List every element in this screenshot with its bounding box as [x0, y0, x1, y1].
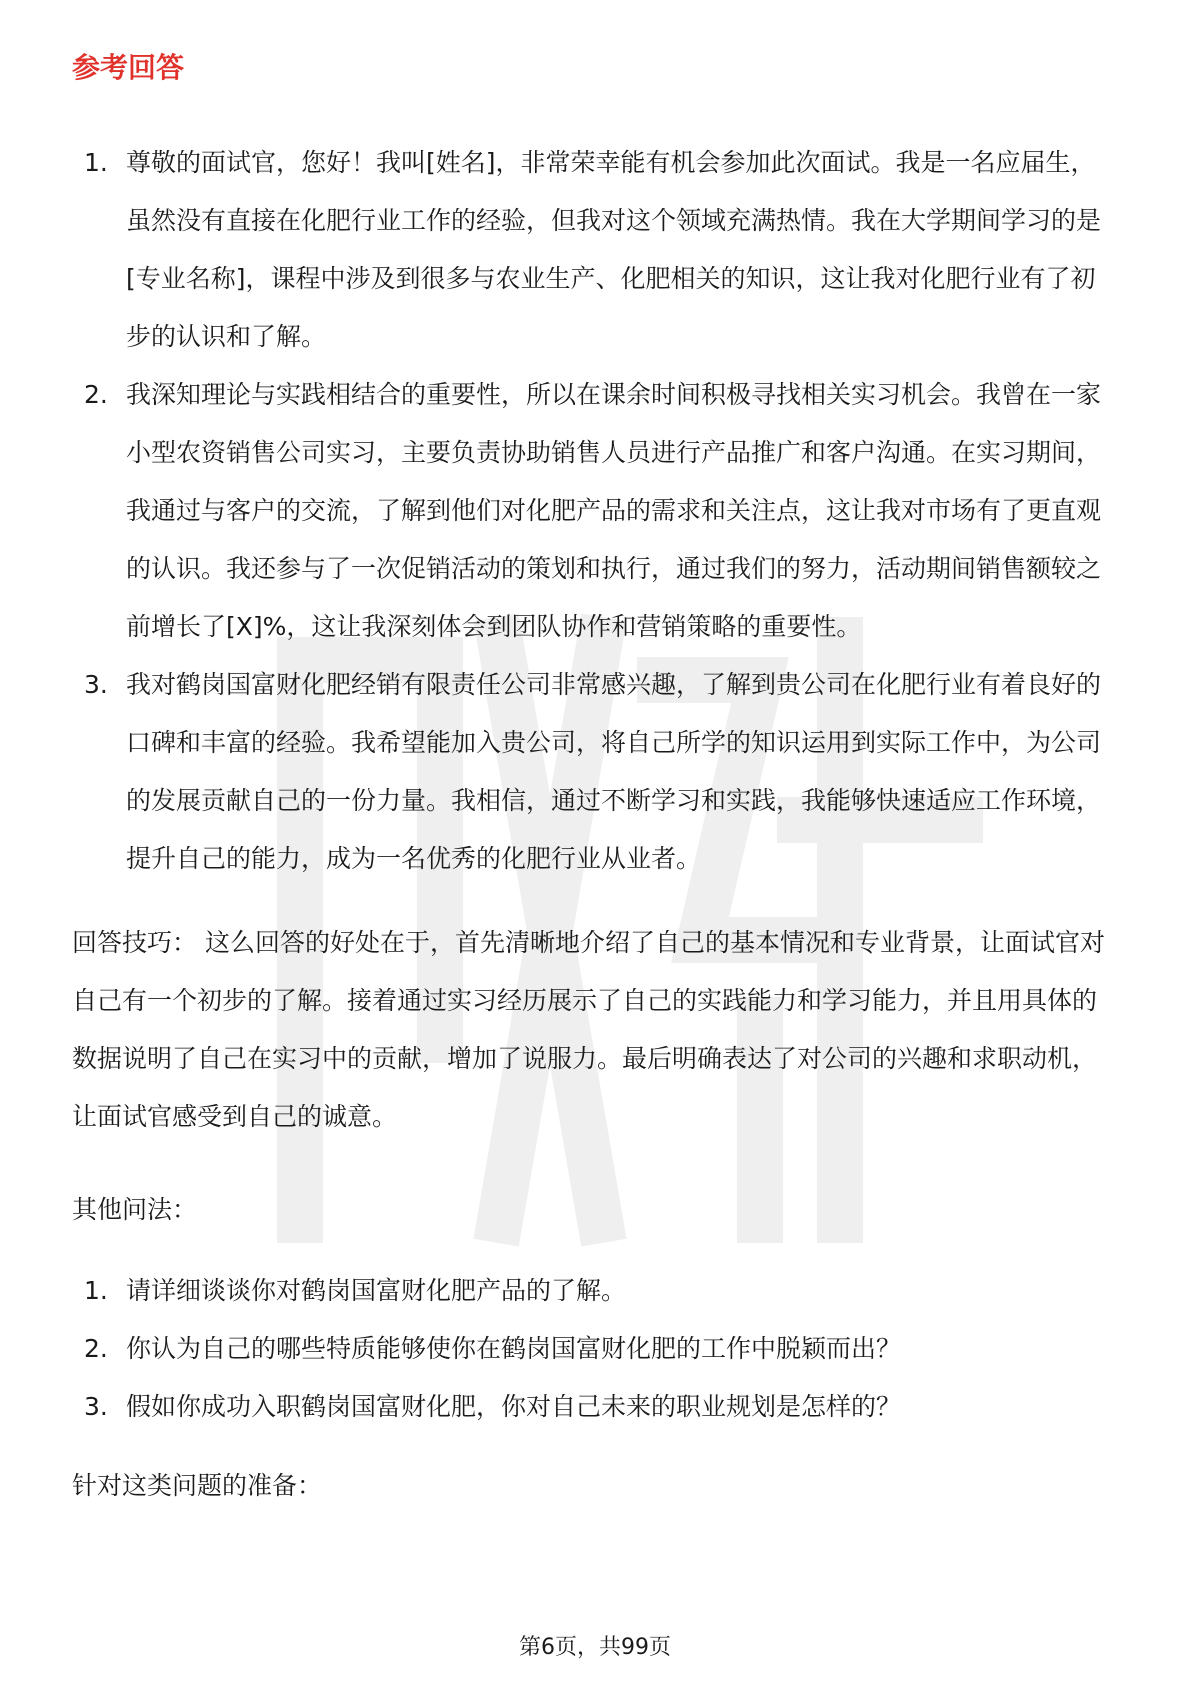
- answer-tips-paragraph: 回答技巧： 这么回答的好处在于，首先清晰地介绍了自己的基本情况和专业背景，让面试官对自己有一个初步的了解。接着通过实习经历展示了自己的实践能力和学习能力，并且用具体的数据说明了自己在实习中的贡献，增加了说服力。最后明确表达了对公司的兴趣和求职动机，让面试官感受到自己的诚意。: [72, 928, 1105, 1131]
- list-item-text: 请详细谈谈你对鹤岗国富财化肥产品的了解。: [126, 1276, 627, 1305]
- list-number: 1.: [84, 148, 108, 177]
- list-item: [72, 134, 1118, 366]
- page-footer: 第6页，共99页: [519, 1635, 671, 1660]
- list-item-text: 尊敬的面试官，您好！我叫[姓名]，非常荣幸能有机会参加此次面试。我是一名应届生，虽然没有直接在化肥行业工作的经验，但我对这个领域充满热情。我在大学期间学习的是[专业名称]，课程中涉及到很多与农业生产、化肥相关的知识，这让我对化肥行业有了初步的认识和了解。: [126, 148, 1102, 351]
- list-item-text: 我对鹤岗国富财化肥经销有限责任公司非常感兴趣，了解到贵公司在化肥行业有着良好的口碑和丰富的经验。我希望能加入贵公司，将自己所学的知识运用到实际工作中，为公司的发展贡献自己的一份力量。我相信，通过不断学习和实践，我能够快速适应工作环境，提升自己的能力，成为一名优秀的化肥行业从业者。: [126, 670, 1102, 873]
- other-questions-label: 其他问法：: [72, 1195, 198, 1224]
- list-number: 3.: [84, 1392, 108, 1421]
- list-item-text: 假如你成功入职鹤岗国富财化肥，你对自己未来的职业规划是怎样的？: [126, 1392, 902, 1421]
- list-number: 2.: [84, 1334, 108, 1363]
- answer-list: [72, 134, 1118, 888]
- other-questions-list: [72, 1262, 1118, 1436]
- list-item-text: 你认为自己的哪些特质能够使你在鹤岗国富财化肥的工作中脱颖而出？: [126, 1334, 902, 1363]
- list-item-text: 我深知理论与实践相结合的重要性，所以在课余时间积极寻找相关实习机会。我曾在一家小型农资销售公司实习，主要负责协助销售人员进行产品推广和客户沟通。在实习期间，我通过与客户的交流，了解到他们对化肥产品的需求和关注点，这让我对市场有了更直观的认识。我还参与了一次促销活动的策划和执行，通过我们的努力，活动期间销售额较之前增长了[X]%，这让我深刻体会到团队协作和营销策略的重要性。: [126, 380, 1102, 641]
- list-item: [72, 1320, 1118, 1378]
- list-item: [72, 366, 1118, 656]
- list-number: 2.: [84, 380, 108, 409]
- list-item: [72, 1378, 1118, 1436]
- preparation-label: 针对这类问题的准备：: [72, 1471, 323, 1500]
- section-title: 参考回答: [72, 51, 185, 84]
- list-number: 3.: [84, 670, 108, 699]
- list-item: [72, 656, 1118, 888]
- list-number: 1.: [84, 1276, 108, 1305]
- list-item: [72, 1262, 1118, 1320]
